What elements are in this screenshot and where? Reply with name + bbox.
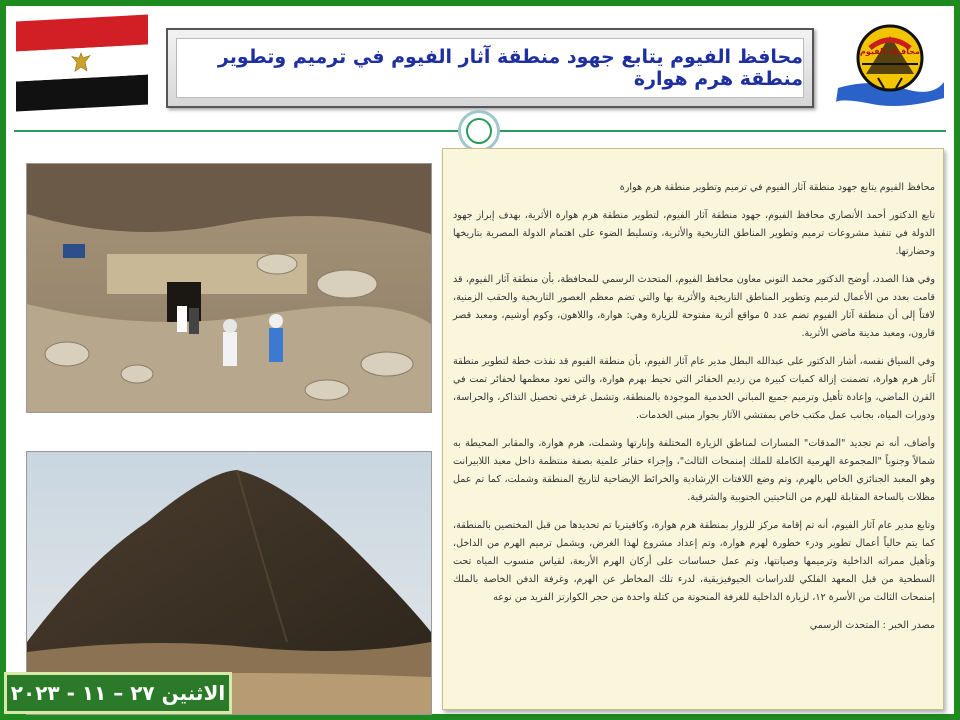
article-paragraph: وفي هذا الصدد، أوضح الدكتور محمد التوني معاون محافظ الفيوم، المتحدث الرسمي للمحافظة، بأن منطقة آثار الفيوم، قد قامت بعدد من الأعمال لترميم وتطوير المناطق التاريخية والأثرية بها والتي تضم معظم العصور التاريخية والحقب الزمنية، لافتاً إلى أن منطقة آثار الفيوم تضم عدد ٥ مواقع أثرية مفتوحة للزيارة وهي: هوارة، واللاهون، وكوم أوشيم، ومعبد قصر قارون، ومعبد مدينة ماضي الأثرية.	[453, 274, 935, 339]
logo-text: محافظة الفيوم	[859, 47, 921, 56]
headline-box	[166, 28, 814, 108]
eagle-icon	[68, 50, 94, 75]
page-title: محافظ الفيوم يتابع جهود منطقة آثار الفيوم في ترميم وتطوير منطقة هرم هوارة	[217, 46, 803, 90]
article-paragraph: وتابع مدير عام آثار الفيوم، أنه تم إقامة مركز للزوار بمنطقة هرم هوارة، وكافيتريا تم تحديدها من قبل المختصين بالمنطقة، كما يتم حالياً أعمال تطوير ودرء خطورة لهرم هوارة، وتم إعداد مشروع لهذا الغرض، ويشمل ترميم الهرم من الداخل، وتأهيل ممراته الداخلية وترميمها وصيانتها، وتم عمل حساسات على أركان الهرم الأربعة، لقياس منسوب المياه تحت السطحية من قبل المعهد الفلكي للدراسات الجيوفيزيقية، لدرء تلك المخاطر عن الهرم، وغرفة الدفن الخاصة بالملك إمنمحات الثالث من الأسرة ١٢، لزيارة الداخلية للغرفة المنحوتة من كتلة واحدة من حجر الكوارتز الفريد من نوعه	[453, 520, 935, 603]
egypt-flag	[16, 15, 148, 114]
article-paragraph: تابع الدكتور أحمد الأنصاري محافظ الفيوم، جهود منطقة آثار الفيوم، لتطوير منطقة هرم هوارة الأثرية، بهدف إبراز جهود الدولة في تنفيذ مشروعات ترميم وتطوير المناطق التاريخية والأثرية، وتسليط الضوء على اهتمام الدولة المصرية بتاريخها وحضارتها.	[453, 210, 935, 257]
pyramid-entrance-photo	[26, 163, 432, 413]
article-body	[442, 148, 944, 710]
publish-date: الاثنين ٢٧ – ١١ - ٢٠٢٣	[10, 681, 226, 705]
article-paragraph: وفي السياق نفسه، أشار الدكتور على عبدالله البطل مدير عام آثار الفيوم، بأن منطقة الفيوم قد نفذت خطة لتطوير منطقة آثار هرم هوارة، تضمنت إزالة كميات كبيرة من رديم الحفائر التي تحيط بهرم هوارة، والتي تعود معظمها لحفائر تمت في القرن الماضي، وإعادة تأهيل وترميم جميع المباني الخدمية الموجودة بالمنطقة، وتشمل غرفتي تحصيل التذاكر، والحراسة، ودورات المياه، بجانب عمل مكتب خاص بمفتشي الآثار بجوار مبنى الخدمات.	[453, 356, 935, 421]
article-paragraph: وأضاف، أنه تم تجديد "المدقات" المسارات لمناطق الزيارة المختلفة وإنارتها وشملت، هرم هوارة، والمقابر المحيطة به شمالاً وجنوباً "المجموعة الهرمية الكاملة للملك إمنمحات الثالث"، وإجراء حفائر علمية بصفة منتظمة داخل معبد اللابيرانت وهو المعبد الجنائزي الخاص بالهرم، وتم وضع اللافتات الإرشادية والخرائط الإيضاحية لتاريخ المنطقة وشملت، كما تم عمل مظلات بالساحة المقابلة للهرم من الناحيتين الجنوبية والشرقية.	[453, 438, 935, 503]
news-source: مصدر الخبر : المتحدث الرسمي	[809, 620, 935, 631]
article-paragraph: محافظ الفيوم يتابع جهود منطقة آثار الفيوم في ترميم وتطوير منطقة هرم هوارة	[619, 182, 935, 193]
headline-inner	[176, 38, 804, 98]
governorate-logo	[832, 18, 948, 112]
divider-ornament	[458, 110, 500, 152]
date-badge	[4, 672, 232, 714]
